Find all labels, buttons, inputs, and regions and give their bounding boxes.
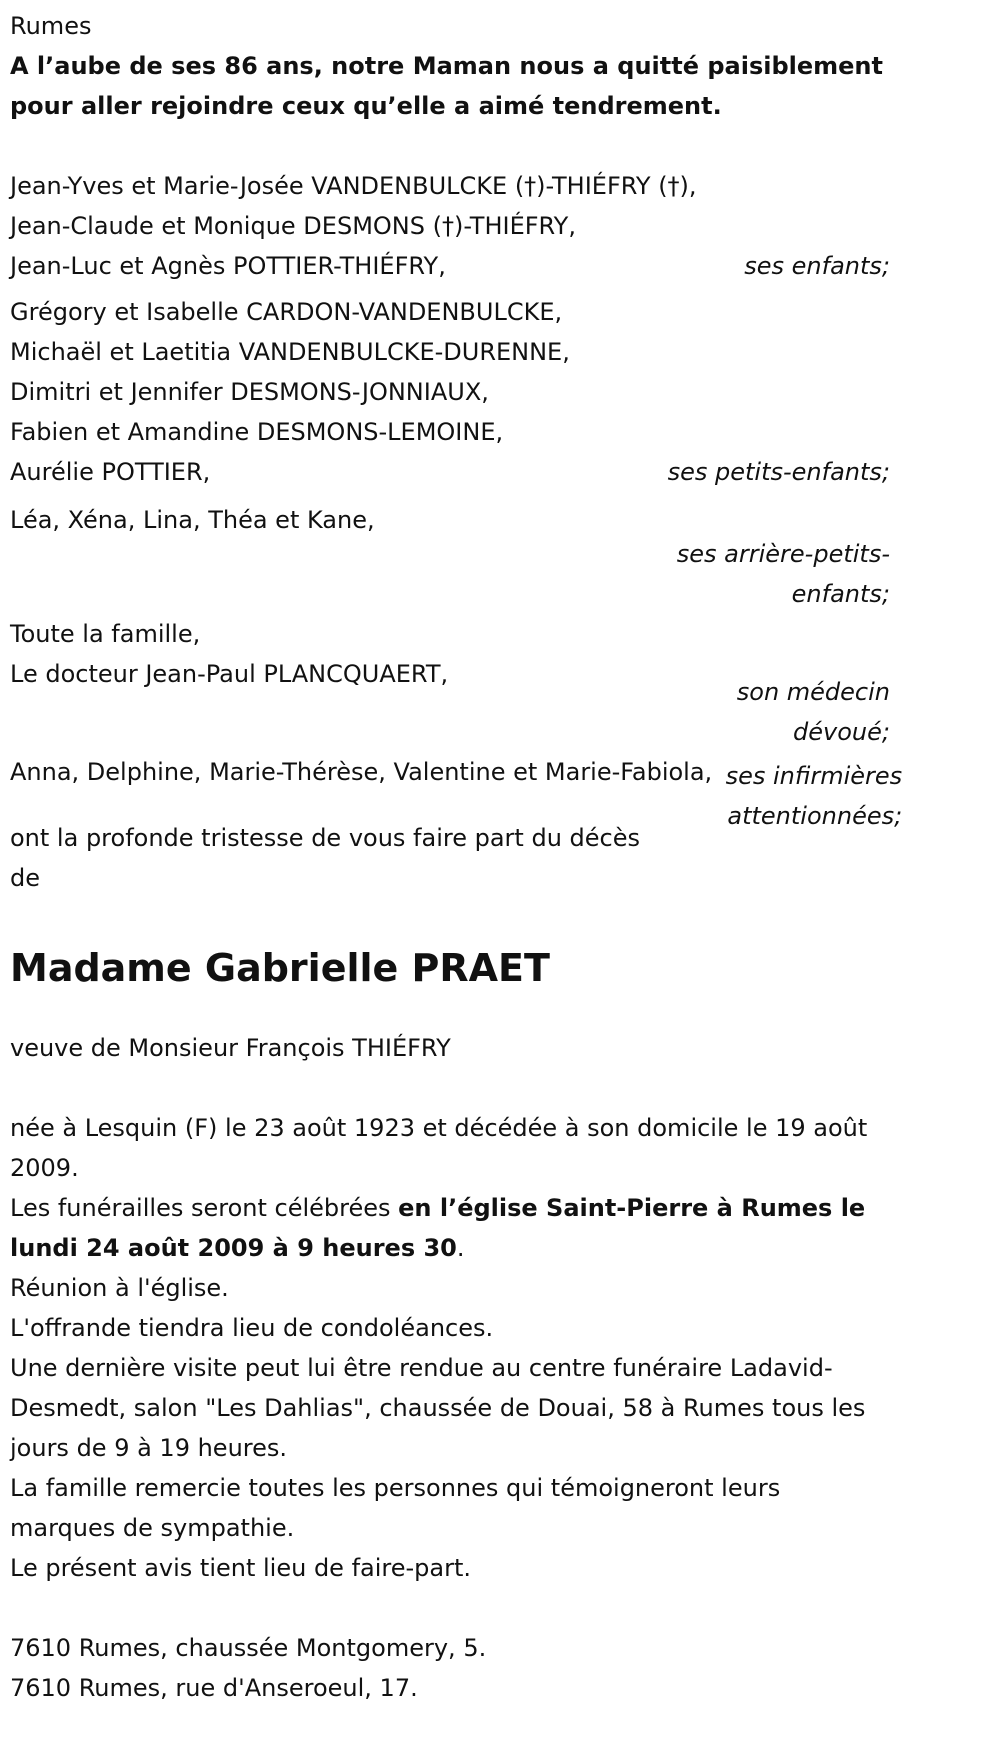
great-grandchildren-role: ses arrière-petits-enfants; (676, 540, 890, 608)
thanks-text: La famille remercie toutes les personnes qui témoigneront leurs marques de sympathie. (10, 1474, 781, 1542)
family-line: Toute la famille, (10, 620, 201, 648)
grandchild-name: Fabien et Amandine DESMONS-LEMOINE, (10, 418, 504, 446)
grandchild-name: Grégory et Isabelle CARDON-VANDENBULCKE, (10, 298, 563, 326)
nurses-group (10, 752, 903, 898)
child-name: Jean-Yves et Marie-Josée VANDENBULCKE (†)-THIÉFRY (†), (10, 172, 697, 200)
obituary-notice (10, 6, 903, 1708)
meeting-text: Réunion à l'église. (10, 1274, 229, 1302)
grandchild-name: Dimitri et Jennifer DESMONS-JONNIAUX, (10, 378, 489, 406)
great-grandchildren-group (10, 500, 890, 614)
notice-text: Le présent avis tient lieu de faire-part. (10, 1554, 472, 1582)
grandchild-name: Michaël et Laetitia VANDENBULCKE-DURENNE, (10, 338, 570, 366)
children-role: ses enfants; (744, 252, 890, 280)
address-line: 7610 Rumes, rue d'Anseroeul, 17. (10, 1674, 418, 1702)
doctor-name: Le docteur Jean-Paul PLANCQUAERT, (10, 660, 449, 688)
nurses-role: ses infirmières attentionnées; (725, 762, 903, 830)
child-name: Jean-Claude et Monique DESMONS (†)-THIÉFRY, (10, 212, 576, 240)
great-grandchild-names: Léa, Xéna, Lina, Théa et Kane, (10, 506, 375, 534)
funeral-text (10, 1188, 890, 1268)
child-name: Jean-Luc et Agnès POTTIER-THIÉFRY, (10, 252, 446, 280)
deceased-name: Madame Gabrielle PRAET (10, 946, 550, 990)
widow-line: veuve de Monsieur François THIÉFRY (10, 1034, 451, 1062)
spacer (10, 1588, 890, 1628)
birth-death-text: née à Lesquin (F) le 23 août 1923 et décédée à son domicile le 19 août 2009. (10, 1114, 868, 1182)
intro-text: A l’aube de ses 86 ans, notre Maman nous a quitté paisiblement pour aller rejoindre ceux qu’elle a aimé tendrement. (10, 52, 883, 120)
offering-text: L'offrande tiendra lieu de condoléances. (10, 1314, 494, 1342)
funeral-details: en l’église Saint-Pierre à Rumes le lundi 24 août 2009 à 9 heures 30 (10, 1194, 866, 1262)
great-grandchildren-names (10, 500, 375, 540)
grandchild-name: Aurélie POTTIER, (10, 458, 211, 486)
town-name: Rumes (10, 12, 92, 40)
doctor-role: son médecin dévoué; (736, 678, 890, 746)
family-and-doctor (10, 614, 448, 694)
children-group (10, 166, 890, 286)
funeral-suffix: . (456, 1234, 465, 1262)
visit-text: Une dernière visite peut lui être rendue au centre funéraire Ladavid-Desmedt, salon "Les Dahlias", chaussée de Douai, 58 à Rumes tous les jours de 9 à 19 heures. (10, 1354, 866, 1462)
grandchildren-group (10, 292, 890, 492)
nurses-and-closing (10, 752, 712, 898)
children-names (10, 166, 697, 286)
address-line: 7610 Rumes, chaussée Montgomery, 5. (10, 1634, 487, 1662)
grandchildren-names (10, 292, 570, 492)
grandchildren-role: ses petits-enfants; (667, 458, 890, 486)
closing-text: ont la profonde tristesse de vous faire part du décès de (10, 824, 640, 892)
nurses-names: Anna, Delphine, Marie-Thérèse, Valentine et Marie-Fabiola, (10, 758, 713, 786)
doctor-group (10, 614, 890, 752)
funeral-prefix: Les funérailles seront célébrées (10, 1194, 399, 1222)
